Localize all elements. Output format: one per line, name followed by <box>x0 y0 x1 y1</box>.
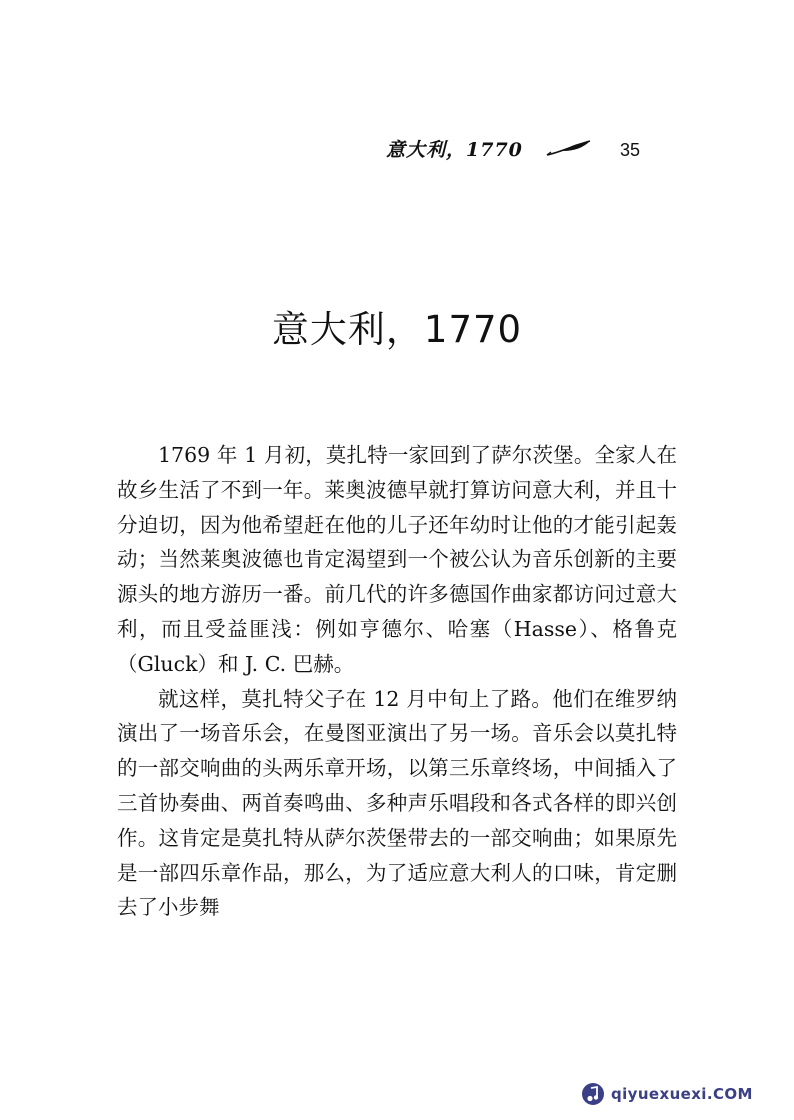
paragraph-2: 就这样，莫扎特父子在 12 月中旬上了路。他们在维罗纳演出了一场音乐会，在曼图亚演出了另一场。音乐会以莫扎特的一部交响曲的头两乐章开场，以第三乐章终场，中间插入了三首协奏曲、两首奏鸣曲、多种声乐唱段和各式各样的即兴创作。这肯定是莫扎特从萨尔茨堡带去的一部交响曲；如果原先是一部四乐章作品，那么，为了适应意大利人的口味，肯定删去了小步舞 <box>117 686 677 920</box>
paragraph-1: 1769 年 1 月初，莫扎特一家回到了萨尔茨堡。全家人在故乡生活了不到一年。莱奥波德早就打算访问意大利，并且十分迫切，因为他希望赶在他的儿子还年幼时让他的才能引起轰动；当然莱奥波德也肯定渴望到一个被公认为音乐创新的主要源头的地方游历一番。前几代的许多德国作曲家都访问过意大利，而且受益匪浅：例如亨德尔、哈塞（Hasse）、格鲁克（Gluck）和 J. C. 巴赫。 <box>117 443 677 676</box>
watermark-text: qiyuexuexi.COM <box>611 1085 753 1103</box>
running-head-title: 意大利，1770 <box>386 138 523 161</box>
page-number: 35 <box>620 140 641 160</box>
site-watermark <box>581 1082 753 1106</box>
note-logo-icon <box>581 1082 605 1106</box>
chapter-title: 意大利，1770 <box>271 308 523 351</box>
quill-icon <box>545 138 593 158</box>
body-text <box>117 438 677 925</box>
running-head <box>386 131 593 165</box>
